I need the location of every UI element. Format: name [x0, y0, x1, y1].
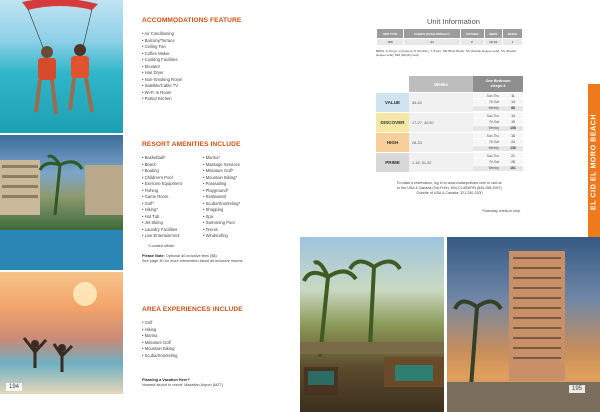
resort-amenity-item: • Children's Pool	[142, 175, 200, 182]
resort-amenity-item: • Miniature Golf*	[203, 168, 263, 175]
hotel-tower-photo	[447, 237, 600, 412]
area-experience-item: • Golf	[142, 320, 262, 327]
reservation-line-1: To make a reservation, log in to www.clubwyndham.com or call us:	[396, 181, 503, 185]
beach-sunset-photo	[0, 272, 123, 394]
vacation-airport-text: Nearest airport to resort: Mazatlán Airport (MZT)	[142, 383, 224, 388]
area-experience-item: • Miniature Golf	[142, 340, 262, 347]
weeks-header: Weeks	[409, 76, 473, 92]
unit-table-header-cell: BATHS	[502, 29, 522, 39]
resort-amenity-item: • Swimming Pool	[203, 220, 263, 227]
resort-amenity-item: • Scuba/Snorkeling*	[203, 201, 263, 208]
season-weeks: 1-16, 51-52	[409, 153, 473, 172]
area-experience-item: • Hiking	[142, 327, 262, 334]
resort-amenities-list-col1	[142, 155, 200, 240]
season-weeks: 35-43	[409, 93, 473, 112]
points-day-label: Sun-Thu	[486, 153, 499, 158]
season-name: HIGH	[376, 133, 409, 152]
season-nights	[473, 113, 523, 132]
accommodations-list	[142, 31, 262, 103]
season-row	[376, 132, 523, 152]
resort-amenity-item: • Mountain Biking*	[203, 175, 263, 182]
resort-amenity-item: • Playground*	[203, 188, 263, 195]
one-bedroom-header	[473, 76, 523, 92]
resort-amenity-item: • Shopping	[203, 207, 263, 214]
resort-amenity-item: • Laundry Facilities	[142, 227, 200, 234]
accommodation-feature-item: • Air Conditioning	[142, 31, 262, 38]
season-nights	[473, 93, 523, 112]
points-value: 24	[511, 139, 515, 144]
resort-amenity-item: • Basketball*	[142, 155, 200, 162]
resort-amenity-item: • Restaurant	[203, 194, 263, 201]
resort-amenities-title: RESORT AMENITIES INCLUDE	[142, 141, 241, 148]
area-experiences-title: AREA EXPERIENCES INCLUDE	[142, 306, 243, 313]
unit-table-header-cell: KITCHEN	[460, 29, 484, 39]
hotel-pool-photo	[0, 135, 123, 270]
accommodation-feature-item: • Non-Smoking Room	[142, 77, 262, 84]
unit-table-header	[377, 29, 523, 39]
unit-table-row	[377, 39, 523, 46]
open-air-lobby-photo	[300, 237, 444, 412]
resort-amenity-item: • Tennis	[203, 227, 263, 234]
reservation-line-2: In the USA & Canada (Toll-Free): 844-CLUBWYN (844-258-2997)	[397, 186, 502, 191]
area-experiences-list	[142, 320, 262, 359]
reservation-info	[376, 181, 523, 197]
points-value: 136	[510, 146, 516, 151]
resort-name-side-label: EL CID EL MORO BEACH	[590, 113, 598, 211]
saturday-checkin-note: *Saturday check-in only.	[482, 209, 521, 213]
points-value: 19	[511, 119, 515, 124]
points-day-label: Fri-Sat	[489, 159, 499, 164]
points-day-label: Weekly	[488, 166, 499, 171]
resort-amenities-list-col2	[203, 155, 263, 240]
season-name: VALUE	[376, 93, 409, 112]
resort-amenity-item: • Jet Skiing	[142, 220, 200, 227]
resort-amenity-item: • Marina*	[203, 155, 263, 162]
accommodation-feature-item: • Satellite/Cable TV	[142, 83, 262, 90]
season-weeks: 28-33	[409, 133, 473, 152]
unit-table-header-cell: UNIT TYPE	[377, 29, 404, 39]
resort-amenity-item: • Massage Services	[203, 162, 263, 169]
season-name: DISCOVER	[376, 113, 409, 132]
one-bedroom-label: One Bedroom	[485, 79, 511, 83]
season-name: PRIME	[376, 153, 409, 172]
season-nights	[473, 153, 523, 172]
accommodation-feature-item: • Wi-Fi In Room	[142, 90, 262, 97]
unit-table-cell: 1BR	[377, 39, 404, 46]
points-day-label: Fri-Sat	[489, 99, 499, 104]
points-value: 11	[511, 93, 515, 98]
resort-amenity-item: • Beach	[142, 162, 200, 169]
points-line	[473, 126, 523, 132]
season-table-header	[376, 76, 523, 92]
unit-table	[376, 28, 523, 46]
points-value: 14	[511, 99, 515, 104]
sleeps-label: sleeps 4	[490, 84, 506, 88]
page-number-left: 194	[6, 383, 22, 391]
area-experience-item: • Mountain Biking	[142, 346, 262, 353]
season-row	[376, 92, 523, 112]
season-table	[376, 76, 523, 172]
unit-table-cell: 2D,SS	[484, 39, 502, 46]
accommodations-title: ACCOMMODATIONS FEATURE	[142, 17, 242, 24]
unit-information-title: Unit Information	[427, 17, 480, 26]
unit-table-header-cell: SLEEPS (TOTAL/PRIVACY)	[404, 29, 460, 39]
points-value: 161	[510, 166, 516, 171]
points-value: 14	[511, 113, 515, 118]
area-experience-item: • Marina	[142, 333, 262, 340]
points-day-label: Fri-Sat	[489, 139, 499, 144]
unit-table-cell: 4/4	[404, 39, 460, 46]
parasailing-photo	[0, 0, 123, 133]
unit-table-cell: 1	[502, 39, 522, 46]
points-day-label: Sun-Thu	[486, 133, 499, 138]
vacation-heading: Planning a Vacation Here?	[142, 378, 190, 382]
beds-legend: BEDS: K (King), Q (Queen), D (Double), T (Twin), SB (Bunk Beds), SS (Double sleeper sofa), SS (Double sleeper sofa), MM (Murphy bed)	[376, 49, 517, 58]
points-day-label: Sun-Thu	[486, 113, 499, 118]
points-day-label: Fri-Sat	[489, 119, 499, 124]
vacation-planning	[142, 378, 292, 388]
unit-table-cell: P	[460, 39, 484, 46]
reservation-line-3: Outside of USA & Canada: 321-250-3200	[416, 191, 483, 196]
accommodation-feature-item: • Coffee Maker	[142, 51, 262, 58]
points-line	[473, 146, 523, 152]
resort-amenity-item: • Spa	[203, 214, 263, 221]
resort-amenity-item: • Exercise Equipment	[142, 181, 200, 188]
season-row	[376, 152, 523, 172]
resort-amenity-item: • Windsurfing	[203, 233, 263, 240]
accommodation-feature-item: • Cooking Facilities	[142, 57, 262, 64]
resort-amenity-item: • Hiking*	[142, 207, 200, 214]
points-value: 18	[511, 133, 515, 138]
accommodation-feature-item: • Hair Dryer	[142, 70, 262, 77]
accommodation-feature-item: • Ceiling Fan	[142, 44, 262, 51]
points-day-label: Weekly	[488, 106, 499, 111]
season-weeks: 17-27, 44-50	[409, 113, 473, 132]
resort-amenity-item: • Fishing	[142, 188, 200, 195]
points-value: 28	[511, 159, 515, 164]
accommodation-feature-item: • Balcony/Terrace	[142, 38, 262, 45]
resort-amenity-item: • Parasailing	[203, 181, 263, 188]
points-line	[473, 166, 523, 172]
resort-amenity-item: • Game Room	[142, 194, 200, 201]
unit-table-header-cell: BEDS	[484, 29, 502, 39]
points-day-label: Weekly	[488, 126, 499, 131]
please-note-line2: See page 30 for more information about all-inclusive resorts.	[142, 259, 244, 264]
points-value: 21	[511, 153, 515, 158]
please-note-text: Optional all-inclusive fees ($$)	[165, 254, 217, 258]
offsite-note: *Located offsite.	[148, 244, 176, 248]
resort-amenity-item: • Live Entertainment	[142, 233, 200, 240]
season-nights	[473, 133, 523, 152]
points-value: 108	[510, 126, 516, 131]
resort-amenity-item: • Golf*	[142, 201, 200, 208]
page-number-right: 195	[569, 385, 585, 393]
all-inclusive-note	[142, 254, 282, 264]
points-line	[473, 106, 523, 112]
points-day-label: Sun-Thu	[486, 93, 499, 98]
accommodation-feature-item: • Partial Kitchen	[142, 96, 262, 103]
resort-amenity-item: • Hot Tub	[142, 214, 200, 221]
accommodation-feature-item: • Elevator	[142, 64, 262, 71]
area-experience-item: • Scuba/Snorkeling	[142, 353, 262, 360]
points-day-label: Weekly	[488, 146, 499, 151]
please-note-label: Please Note:	[142, 254, 165, 258]
season-row	[376, 112, 523, 132]
resort-amenity-item: • Boating	[142, 168, 200, 175]
points-value: 88	[511, 106, 515, 111]
